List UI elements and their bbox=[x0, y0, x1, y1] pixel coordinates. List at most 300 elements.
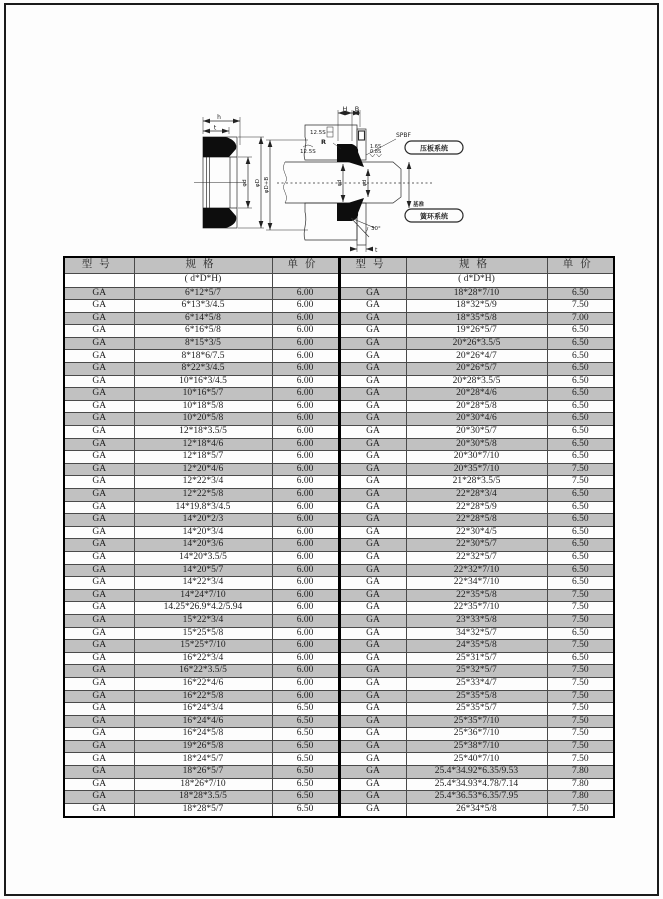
spec-cell: 6*12*5/7 bbox=[134, 287, 272, 300]
table-row bbox=[64, 312, 614, 325]
model-cell: GA bbox=[339, 652, 406, 665]
price-cell: 6.50 bbox=[547, 438, 614, 451]
model-cell: GA bbox=[64, 589, 134, 602]
price-cell: 6.00 bbox=[272, 413, 339, 426]
drawing-left-view bbox=[194, 117, 264, 228]
model-cell: GA bbox=[339, 753, 406, 766]
model-cell: GA bbox=[339, 577, 406, 590]
spec-cell: 25.4*36.53*6.35/7.95 bbox=[406, 791, 547, 804]
model-cell: GA bbox=[64, 652, 134, 665]
price-cell: 6.00 bbox=[272, 627, 339, 640]
spec-cell: 19*26*5/8 bbox=[134, 740, 272, 753]
model-cell: GA bbox=[339, 312, 406, 325]
subheader-cell bbox=[547, 273, 614, 287]
header-model-left: 型号 bbox=[64, 257, 134, 273]
radius-label: R bbox=[320, 138, 326, 146]
price-cell: 7.80 bbox=[547, 791, 614, 804]
table-row bbox=[64, 476, 614, 489]
price-cell: 6.50 bbox=[547, 325, 614, 338]
table-row bbox=[64, 501, 614, 514]
model-cell: GA bbox=[339, 703, 406, 716]
model-cell: GA bbox=[64, 778, 134, 791]
model-cell: GA bbox=[64, 577, 134, 590]
table-row bbox=[64, 614, 614, 627]
price-cell: 6.00 bbox=[272, 564, 339, 577]
table-row bbox=[64, 803, 614, 817]
table-row bbox=[64, 740, 614, 753]
price-cell: 7.50 bbox=[547, 614, 614, 627]
spec-cell: 10*16*3/4.5 bbox=[134, 375, 272, 388]
model-cell: GA bbox=[64, 703, 134, 716]
price-cell: 6.50 bbox=[547, 400, 614, 413]
finish-label-2: 0.8S bbox=[370, 149, 382, 155]
spec-cell: 22*30*4/5 bbox=[406, 526, 547, 539]
model-cell: GA bbox=[339, 677, 406, 690]
angle-label: 30° bbox=[371, 226, 381, 232]
price-cell: 6.00 bbox=[272, 677, 339, 690]
model-cell: GA bbox=[64, 413, 134, 426]
spec-cell: 18*28*7/10 bbox=[406, 287, 547, 300]
datum-label: 基准 bbox=[413, 202, 425, 208]
spec-cell: 25.4*34.93*4.78/7.14 bbox=[406, 778, 547, 791]
price-cell: 6.00 bbox=[272, 551, 339, 564]
header-model-right: 型号 bbox=[339, 257, 406, 273]
spec-cell: 8*22*3/4.5 bbox=[134, 363, 272, 376]
table-row bbox=[64, 400, 614, 413]
price-cell: 7.50 bbox=[547, 300, 614, 313]
model-cell: GA bbox=[339, 363, 406, 376]
spec-cell: 20*26*4/7 bbox=[406, 350, 547, 363]
model-cell: GA bbox=[64, 489, 134, 502]
price-cell: 6.00 bbox=[272, 350, 339, 363]
price-cell: 6.00 bbox=[272, 426, 339, 439]
price-cell: 6.00 bbox=[272, 312, 339, 325]
price-cell: 7.50 bbox=[547, 703, 614, 716]
model-cell: GA bbox=[339, 640, 406, 653]
model-cell: GA bbox=[339, 526, 406, 539]
spec-cell: 14*20*3.5/5 bbox=[134, 551, 272, 564]
price-cell: 7.50 bbox=[547, 803, 614, 817]
header-price-left: 单价 bbox=[272, 257, 339, 273]
spec-cell: 20*30*7/10 bbox=[406, 451, 547, 464]
model-cell: GA bbox=[339, 400, 406, 413]
spec-cell: 20*26*5/7 bbox=[406, 363, 547, 376]
dim-label-phi-D: φD bbox=[255, 179, 261, 187]
table-subheader-row bbox=[64, 273, 614, 287]
table-row bbox=[64, 690, 614, 703]
table-row bbox=[64, 791, 614, 804]
seal-lip-top bbox=[203, 137, 236, 157]
price-cell: 6.50 bbox=[547, 652, 614, 665]
spec-cell: 14*20*3/6 bbox=[134, 539, 272, 552]
spec-cell: 20*28*3.5/5 bbox=[406, 375, 547, 388]
price-cell: 6.00 bbox=[272, 400, 339, 413]
model-cell: GA bbox=[339, 778, 406, 791]
model-cell: GA bbox=[339, 463, 406, 476]
price-cell: 6.00 bbox=[272, 577, 339, 590]
table-row bbox=[64, 413, 614, 426]
model-cell: GA bbox=[64, 287, 134, 300]
spec-cell: 6*14*5/8 bbox=[134, 312, 272, 325]
model-cell: GA bbox=[339, 627, 406, 640]
model-cell: GA bbox=[64, 690, 134, 703]
price-cell: 6.50 bbox=[547, 489, 614, 502]
spec-cell: 6*13*3/4.5 bbox=[134, 300, 272, 313]
model-cell: GA bbox=[64, 312, 134, 325]
model-cell: GA bbox=[339, 740, 406, 753]
model-cell: GA bbox=[339, 476, 406, 489]
model-cell: GA bbox=[64, 803, 134, 817]
spec-cell: 20*30*5/7 bbox=[406, 426, 547, 439]
subheader-cell bbox=[64, 273, 134, 287]
spec-cell: 16*22*3/4 bbox=[134, 652, 272, 665]
table-row bbox=[64, 715, 614, 728]
price-cell: 6.50 bbox=[547, 287, 614, 300]
price-cell: 7.50 bbox=[547, 476, 614, 489]
price-cell: 6.50 bbox=[272, 740, 339, 753]
spec-cell: 16*22*4/6 bbox=[134, 677, 272, 690]
price-cell: 6.50 bbox=[547, 337, 614, 350]
price-cell: 6.50 bbox=[272, 728, 339, 741]
model-cell: GA bbox=[339, 690, 406, 703]
spec-cell: 14*22*3/4 bbox=[134, 577, 272, 590]
spec-cell: 10*16*5/7 bbox=[134, 388, 272, 401]
price-cell: 6.00 bbox=[272, 526, 339, 539]
dim-label-H: H bbox=[342, 105, 348, 113]
price-cell: 6.50 bbox=[272, 703, 339, 716]
model-cell: GA bbox=[339, 451, 406, 464]
dim-label-phi-shaft2: φd bbox=[362, 179, 368, 187]
spec-cell: 16*22*5/8 bbox=[134, 690, 272, 703]
spec-cell: 10*18*5/8 bbox=[134, 400, 272, 413]
table-row bbox=[64, 463, 614, 476]
spec-cell: 18*32*5/9 bbox=[406, 300, 547, 313]
spec-cell: 25*38*7/10 bbox=[406, 740, 547, 753]
spec-cell: 14*19.8*3/4.5 bbox=[134, 501, 272, 514]
model-cell: GA bbox=[339, 551, 406, 564]
spec-cell: 14*20*3/4 bbox=[134, 526, 272, 539]
spec-cell: 15*22*3/4 bbox=[134, 614, 272, 627]
price-cell: 7.50 bbox=[547, 753, 614, 766]
model-cell: GA bbox=[64, 325, 134, 338]
installed-seal-top bbox=[337, 144, 364, 167]
model-cell: GA bbox=[64, 753, 134, 766]
dim-label-phi-d: φd bbox=[242, 179, 248, 187]
price-cell: 6.00 bbox=[272, 375, 339, 388]
spec-cell: 14*20*2/3 bbox=[134, 514, 272, 527]
model-cell: GA bbox=[339, 413, 406, 426]
table-row bbox=[64, 602, 614, 615]
model-cell: GA bbox=[64, 640, 134, 653]
model-cell: GA bbox=[64, 388, 134, 401]
table-header-row bbox=[64, 257, 614, 273]
spec-cell: 20*26*3.5/5 bbox=[406, 337, 547, 350]
price-cell: 6.00 bbox=[272, 690, 339, 703]
model-cell: GA bbox=[339, 426, 406, 439]
spec-cell: 23*33*5/8 bbox=[406, 614, 547, 627]
spec-cell: 12*18*4/6 bbox=[134, 438, 272, 451]
spec-cell: 22*28*5/9 bbox=[406, 501, 547, 514]
price-cell: 6.00 bbox=[272, 514, 339, 527]
model-cell: GA bbox=[64, 728, 134, 741]
price-cell: 6.50 bbox=[547, 501, 614, 514]
dim-label-phi-db: φD+B bbox=[264, 176, 270, 194]
finish-label-1: 1.6S bbox=[370, 144, 382, 150]
price-cell: 6.00 bbox=[272, 489, 339, 502]
header-spec-left: 规格 bbox=[134, 257, 272, 273]
price-table bbox=[63, 256, 615, 818]
table-row bbox=[64, 728, 614, 741]
model-cell: GA bbox=[64, 602, 134, 615]
spec-cell: 22*32*5/7 bbox=[406, 551, 547, 564]
table-row bbox=[64, 640, 614, 653]
price-cell: 6.50 bbox=[547, 539, 614, 552]
spec-cell: 25*40*7/10 bbox=[406, 753, 547, 766]
spec-cell: 24*35*5/8 bbox=[406, 640, 547, 653]
seal-lip-bottom bbox=[203, 208, 236, 228]
price-cell: 6.50 bbox=[547, 564, 614, 577]
price-cell: 6.00 bbox=[272, 539, 339, 552]
price-cell: 7.00 bbox=[547, 312, 614, 325]
price-cell: 6.00 bbox=[272, 300, 339, 313]
model-cell: GA bbox=[64, 426, 134, 439]
spec-cell: 22*34*7/10 bbox=[406, 577, 547, 590]
price-cell: 6.00 bbox=[272, 602, 339, 615]
spec-cell: 8*18*6/7.5 bbox=[134, 350, 272, 363]
model-cell: GA bbox=[339, 589, 406, 602]
dim-label-t-bottom: t bbox=[375, 247, 378, 254]
technical-drawing bbox=[150, 93, 480, 263]
price-cell: 6.00 bbox=[272, 665, 339, 678]
model-cell: GA bbox=[64, 514, 134, 527]
dim-label-phi-shaft: φd bbox=[337, 179, 343, 187]
model-cell: GA bbox=[64, 551, 134, 564]
spec-cell: 20*30*4/6 bbox=[406, 413, 547, 426]
price-cell: 6.50 bbox=[272, 778, 339, 791]
spec-cell: 18*24*5/7 bbox=[134, 753, 272, 766]
price-cell: 6.50 bbox=[547, 451, 614, 464]
price-cell: 6.50 bbox=[547, 388, 614, 401]
model-cell: GA bbox=[64, 627, 134, 640]
table-row bbox=[64, 677, 614, 690]
price-cell: 6.50 bbox=[272, 803, 339, 817]
table-row bbox=[64, 703, 614, 716]
price-cell: 7.50 bbox=[547, 602, 614, 615]
installed-seal-bottom bbox=[337, 198, 364, 221]
table-row bbox=[64, 325, 614, 338]
spec-cell: 25*35*5/7 bbox=[406, 703, 547, 716]
spec-cell: 12*18*3.5/5 bbox=[134, 426, 272, 439]
model-cell: GA bbox=[339, 665, 406, 678]
model-cell: GA bbox=[64, 476, 134, 489]
price-cell: 7.50 bbox=[547, 740, 614, 753]
spec-cell: 6*16*5/8 bbox=[134, 325, 272, 338]
price-cell: 6.00 bbox=[272, 325, 339, 338]
table-row bbox=[64, 287, 614, 300]
spec-cell: 18*26*5/7 bbox=[134, 766, 272, 779]
model-cell: GA bbox=[339, 325, 406, 338]
spec-cell: 18*26*7/10 bbox=[134, 778, 272, 791]
callout-top-label: 压板系统 bbox=[420, 144, 448, 153]
table-row bbox=[64, 766, 614, 779]
spec-cell: 25*35*5/8 bbox=[406, 690, 547, 703]
price-cell: 7.50 bbox=[547, 677, 614, 690]
model-cell: GA bbox=[64, 350, 134, 363]
model-cell: GA bbox=[339, 803, 406, 817]
table-row bbox=[64, 514, 614, 527]
table-row bbox=[64, 363, 614, 376]
header-price-right: 单价 bbox=[547, 257, 614, 273]
spec-cell: 15*25*7/10 bbox=[134, 640, 272, 653]
price-cell: 7.50 bbox=[547, 715, 614, 728]
model-cell: GA bbox=[64, 564, 134, 577]
table-row bbox=[64, 375, 614, 388]
spec-cell: 25*31*5/7 bbox=[406, 652, 547, 665]
spec-cell: 10*20*5/8 bbox=[134, 413, 272, 426]
spbf-label: SPBF bbox=[396, 132, 411, 139]
model-cell: GA bbox=[64, 375, 134, 388]
spec-cell: 34*32*5/7 bbox=[406, 627, 547, 640]
table-row bbox=[64, 451, 614, 464]
model-cell: GA bbox=[64, 766, 134, 779]
price-cell: 6.00 bbox=[272, 463, 339, 476]
price-cell: 6.50 bbox=[547, 577, 614, 590]
model-cell: GA bbox=[64, 337, 134, 350]
model-cell: GA bbox=[339, 300, 406, 313]
spec-cell: 25*32*5/7 bbox=[406, 665, 547, 678]
model-cell: GA bbox=[339, 375, 406, 388]
spec-cell: 12*20*4/6 bbox=[134, 463, 272, 476]
spec-cell: 26*34*5/8 bbox=[406, 803, 547, 817]
spec-cell: 16*22*3.5/5 bbox=[134, 665, 272, 678]
subheader-spec-left: ( d*D*H) bbox=[134, 273, 272, 287]
model-cell: GA bbox=[64, 451, 134, 464]
spec-cell: 16*24*3/4 bbox=[134, 703, 272, 716]
spec-cell: 18*35*5/8 bbox=[406, 312, 547, 325]
spec-cell: 21*28*3.5/5 bbox=[406, 476, 547, 489]
spec-cell: 25.4*34.92*6.35/9.53 bbox=[406, 766, 547, 779]
table-row bbox=[64, 539, 614, 552]
model-cell: GA bbox=[339, 438, 406, 451]
spec-cell: 14*20*5/7 bbox=[134, 564, 272, 577]
price-cell: 6.50 bbox=[272, 791, 339, 804]
price-cell: 6.50 bbox=[547, 413, 614, 426]
model-cell: GA bbox=[64, 614, 134, 627]
price-cell: 6.00 bbox=[272, 614, 339, 627]
table-row bbox=[64, 300, 614, 313]
price-cell: 7.50 bbox=[547, 728, 614, 741]
price-cell: 7.50 bbox=[547, 690, 614, 703]
price-cell: 7.80 bbox=[547, 766, 614, 779]
spec-cell: 16*24*5/8 bbox=[134, 728, 272, 741]
model-cell: GA bbox=[64, 791, 134, 804]
price-cell: 7.50 bbox=[547, 665, 614, 678]
model-cell: GA bbox=[339, 602, 406, 615]
price-cell: 6.00 bbox=[272, 640, 339, 653]
model-cell: GA bbox=[64, 400, 134, 413]
table-row bbox=[64, 589, 614, 602]
price-cell: 6.00 bbox=[272, 476, 339, 489]
table-row bbox=[64, 627, 614, 640]
spec-cell: 22*30*5/7 bbox=[406, 539, 547, 552]
model-cell: GA bbox=[339, 514, 406, 527]
price-cell: 7.80 bbox=[547, 778, 614, 791]
model-cell: GA bbox=[339, 350, 406, 363]
model-cell: GA bbox=[339, 501, 406, 514]
model-cell: GA bbox=[339, 728, 406, 741]
spec-cell: 22*28*5/8 bbox=[406, 514, 547, 527]
callout-bottom-label: 簧环系统 bbox=[420, 212, 448, 221]
price-cell: 6.00 bbox=[272, 501, 339, 514]
model-cell: GA bbox=[339, 715, 406, 728]
spec-cell: 22*35*7/10 bbox=[406, 602, 547, 615]
spec-cell: 16*24*4/6 bbox=[134, 715, 272, 728]
model-cell: GA bbox=[339, 766, 406, 779]
model-cell: GA bbox=[339, 791, 406, 804]
price-cell: 6.50 bbox=[547, 363, 614, 376]
model-cell: GA bbox=[64, 665, 134, 678]
subheader-spec-right: ( d*D*H) bbox=[406, 273, 547, 287]
model-cell: GA bbox=[64, 363, 134, 376]
model-cell: GA bbox=[64, 526, 134, 539]
price-cell: 6.50 bbox=[547, 551, 614, 564]
price-cell: 6.50 bbox=[272, 766, 339, 779]
spec-cell: 14.25*26.9*4.2/5.94 bbox=[134, 602, 272, 615]
roughness-label-top: 12.5S bbox=[310, 130, 326, 136]
table-row bbox=[64, 426, 614, 439]
price-cell: 6.00 bbox=[272, 451, 339, 464]
price-cell: 6.50 bbox=[547, 350, 614, 363]
price-cell: 6.00 bbox=[272, 388, 339, 401]
model-cell: GA bbox=[64, 463, 134, 476]
table-row bbox=[64, 778, 614, 791]
spec-cell: 18*28*3.5/5 bbox=[134, 791, 272, 804]
table-row bbox=[64, 489, 614, 502]
model-cell: GA bbox=[339, 489, 406, 502]
spec-cell: 8*15*3/5 bbox=[134, 337, 272, 350]
price-cell: 6.00 bbox=[272, 363, 339, 376]
price-cell: 7.50 bbox=[547, 640, 614, 653]
spec-cell: 12*22*5/8 bbox=[134, 489, 272, 502]
dim-label-t: t bbox=[213, 124, 217, 132]
table-row bbox=[64, 551, 614, 564]
price-cell: 6.00 bbox=[272, 652, 339, 665]
subheader-cell bbox=[272, 273, 339, 287]
table-row bbox=[64, 652, 614, 665]
table-row bbox=[64, 350, 614, 363]
spec-cell: 22*35*5/8 bbox=[406, 589, 547, 602]
model-cell: GA bbox=[339, 287, 406, 300]
table-row bbox=[64, 337, 614, 350]
spec-cell: 15*25*5/8 bbox=[134, 627, 272, 640]
table-row bbox=[64, 753, 614, 766]
spec-cell: 14*24*7/10 bbox=[134, 589, 272, 602]
price-cell: 6.50 bbox=[272, 715, 339, 728]
spec-cell: 20*35*7/10 bbox=[406, 463, 547, 476]
table-row bbox=[64, 577, 614, 590]
spec-cell: 25*35*7/10 bbox=[406, 715, 547, 728]
model-cell: GA bbox=[64, 438, 134, 451]
model-cell: GA bbox=[339, 564, 406, 577]
model-cell: GA bbox=[339, 388, 406, 401]
spec-cell: 19*26*5/7 bbox=[406, 325, 547, 338]
spec-cell: 22*28*3/4 bbox=[406, 489, 547, 502]
seal-drawing-svg bbox=[150, 93, 480, 263]
header-spec-right: 规格 bbox=[406, 257, 547, 273]
dim-label-B: B bbox=[354, 105, 360, 113]
table-row bbox=[64, 388, 614, 401]
price-cell: 6.50 bbox=[547, 426, 614, 439]
